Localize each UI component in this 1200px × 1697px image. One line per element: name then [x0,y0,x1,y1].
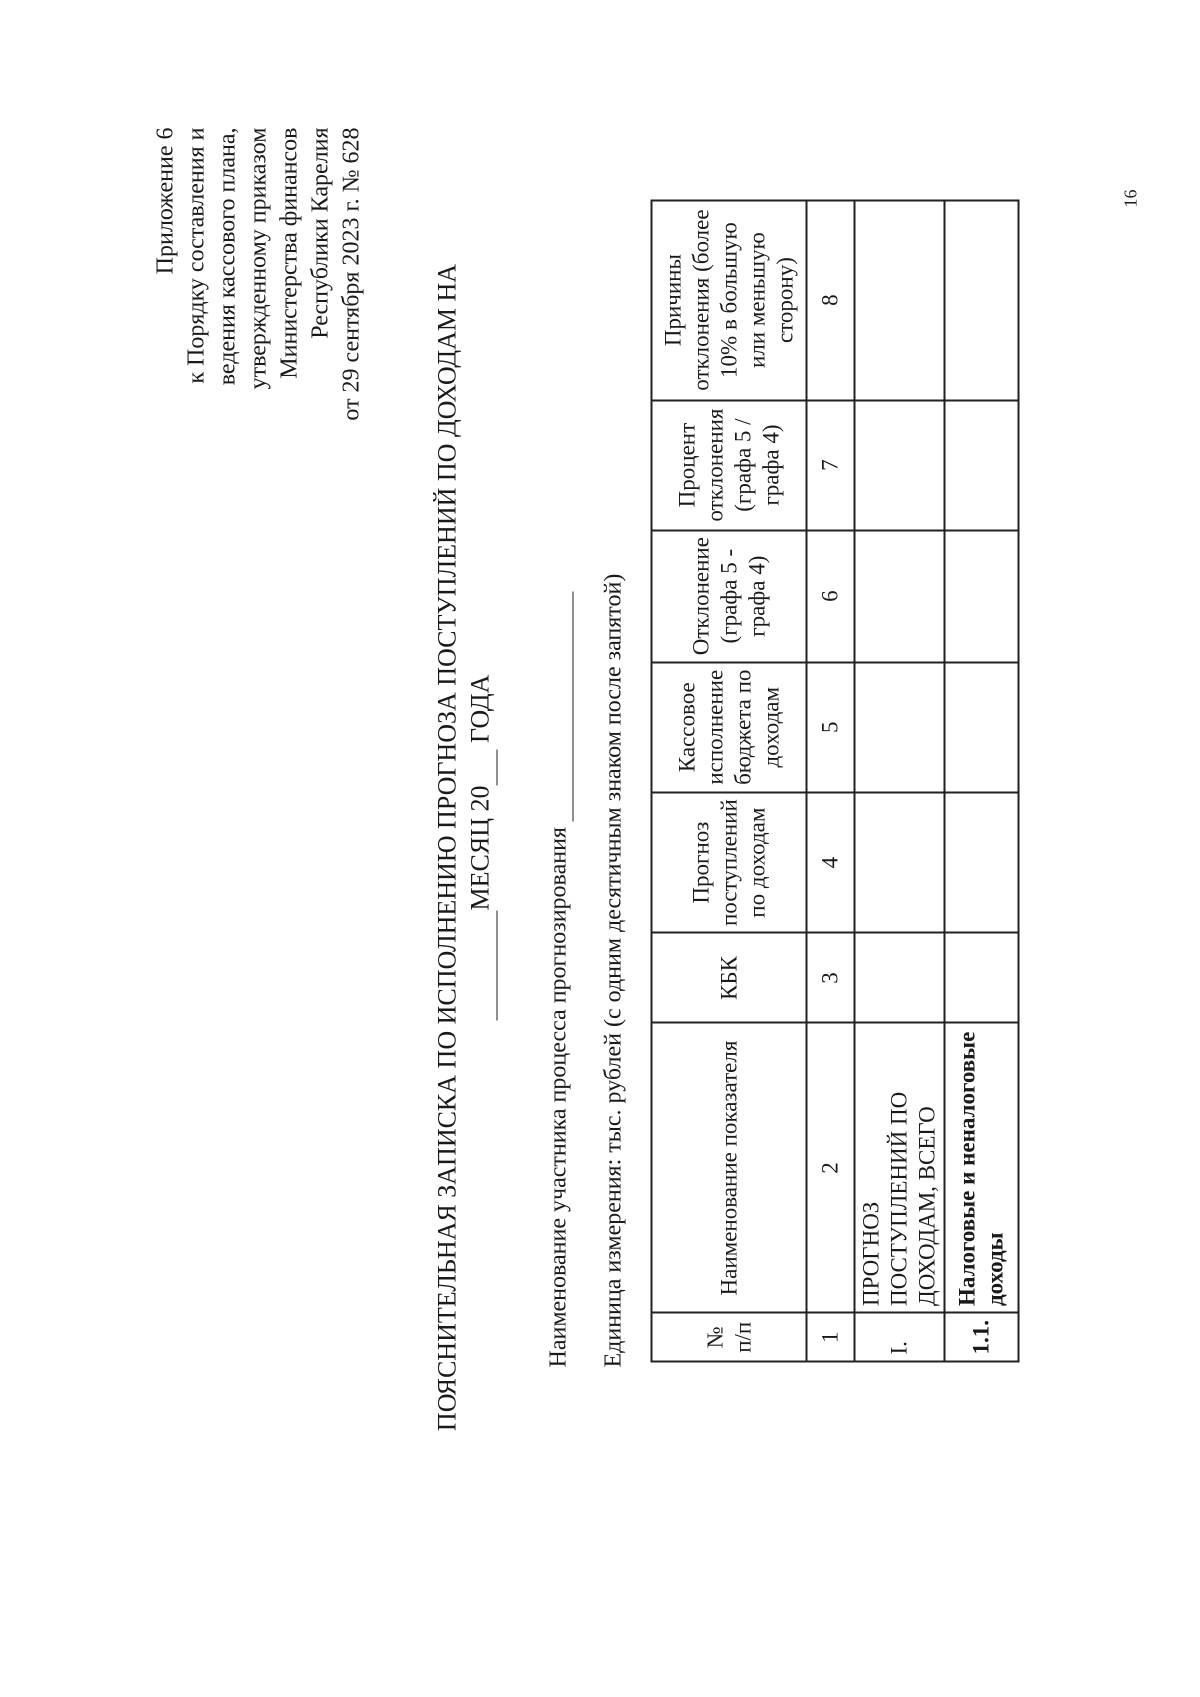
title-year: ГОДА [465,674,494,743]
title-month: МЕСЯЦ 20 [465,784,494,910]
forecast-table [650,199,1019,1362]
column-number-row [806,200,854,1361]
table-row [944,200,1018,1361]
participant-blank [545,591,573,821]
row-number: 1.1. [944,1313,1018,1362]
participant-label: Наименование участника процесса прогнозирования [545,826,571,1367]
header-cell: КБК [651,933,806,1023]
column-number: 6 [806,530,854,662]
title-line-1: ПОЯСНИТЕЛЬНАЯ ЗАПИСКА ПО ИСПОЛНЕНИЮ ПРОГНОЗА ПОСТУПЛЕНИЙ ПО ДОХОДАМ НА [432,263,461,1431]
title-line-2 [463,197,497,1497]
empty-cell [854,933,944,1023]
header-cell: Процент отклонения (графа 5 / графа 4) [651,400,806,530]
column-number: 4 [806,792,854,933]
document-title [430,197,497,1497]
empty-cell [944,662,1018,792]
participant-line [545,591,573,1367]
column-number: 8 [806,200,854,400]
appendix-line: от 29 сентября 2023 г. № 628 [338,127,364,421]
row-name: ПРОГНОЗ ПОСТУПЛЕНИЙ ПО ДОХОДАМ, ВСЕГО [854,1023,944,1313]
appendix-line: утвержденному приказом [245,127,271,389]
empty-cell [854,400,944,530]
appendix-line: Приложение 6 [152,127,178,274]
empty-cell [944,200,1018,400]
row-name: Налоговые и неналоговые доходы [944,1023,1018,1313]
empty-cell [854,662,944,792]
empty-cell [944,792,1018,933]
empty-cell [944,400,1018,530]
table-header-row [651,200,806,1361]
page-number: 16 [1120,189,1140,207]
empty-cell [944,530,1018,662]
month-blank [463,910,497,1020]
appendix-note [150,127,367,507]
appendix-line: Республики Карелия [307,127,333,339]
column-number: 1 [806,1313,854,1362]
column-number: 2 [806,1023,854,1313]
empty-cell [944,933,1018,1023]
row-number: I. [854,1313,944,1362]
appendix-line: ведения кассового плана, [214,127,240,385]
header-cell: № п/п [651,1313,806,1362]
unit-line: Единица измерения: тыс. рублей (с одним десятичным знаком после запятой) [600,573,626,1367]
empty-cell [854,530,944,662]
header-cell: Причины отклонения (более 10% в большую или меньшую сторону) [651,200,806,400]
empty-cell [854,792,944,933]
appendix-line: к Порядку составления и [183,127,209,384]
appendix-line: Министерства финансов [276,127,302,379]
header-cell: Кассовое исполнение бюджета по доходам [651,662,806,792]
table-row [854,200,944,1361]
header-cell: Отклонение (графа 5 - графа 4) [651,530,806,662]
column-number: 3 [806,933,854,1023]
header-cell: Прогноз поступлений по доходам [651,792,806,933]
header-cell: Наименование показателя [651,1023,806,1313]
column-number: 7 [806,400,854,530]
year-blank [463,749,497,785]
empty-cell [854,200,944,400]
column-number: 5 [806,662,854,792]
